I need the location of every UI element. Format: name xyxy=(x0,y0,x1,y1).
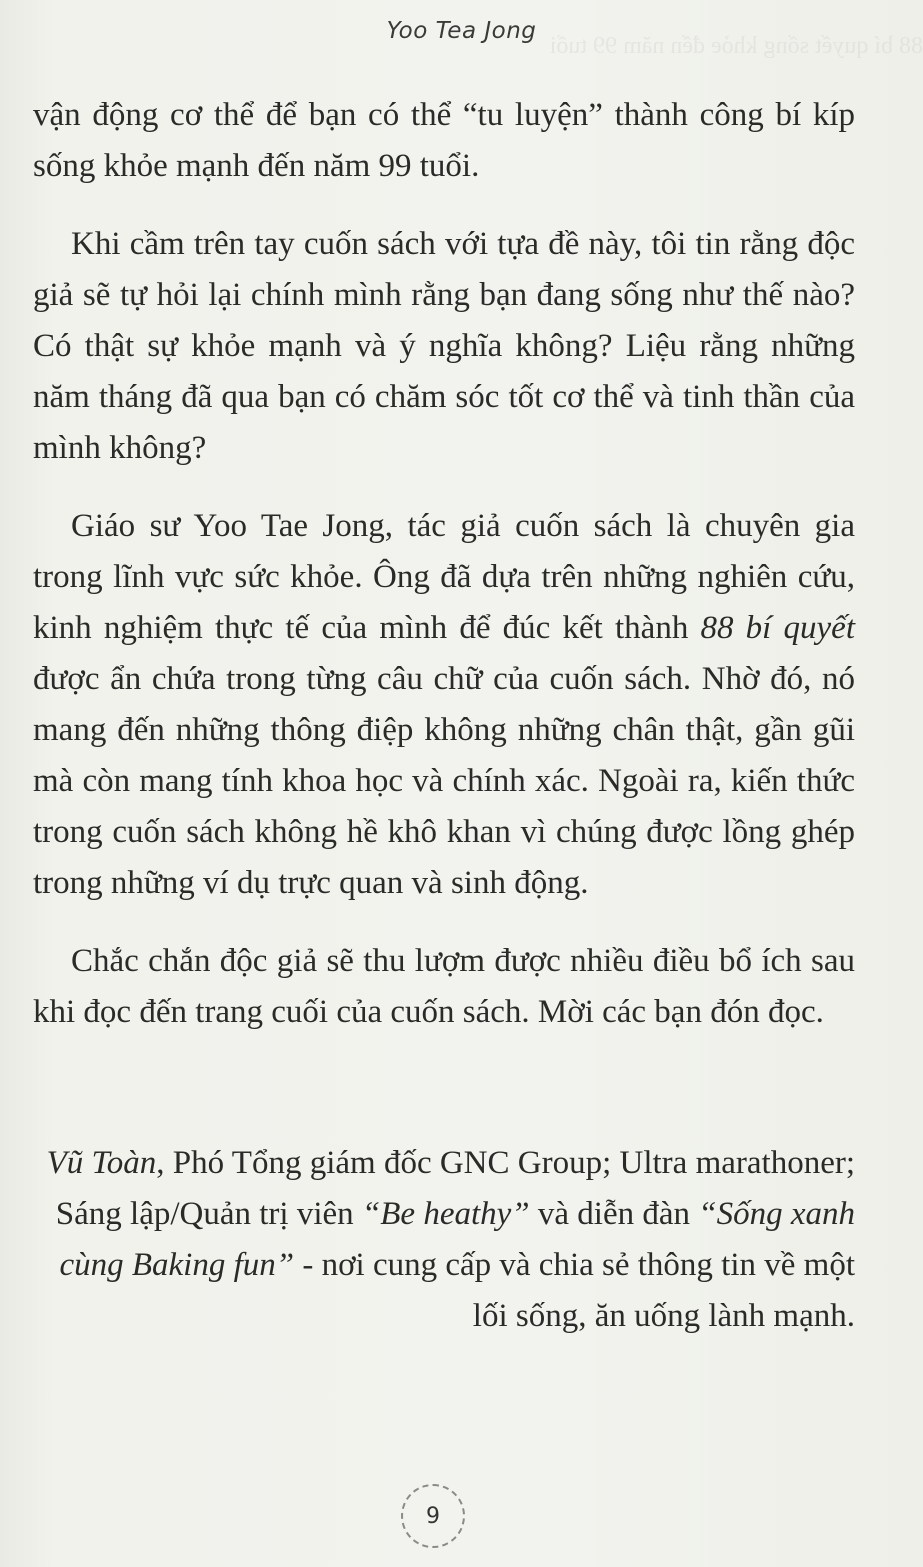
main-text xyxy=(33,90,855,1065)
paragraph-1 xyxy=(33,90,855,192)
signature-author-name: Vũ Toàn xyxy=(46,1145,157,1181)
paragraph-2-text: Khi cầm trên tay cuốn sách với tựa đề này, tôi tin rằng độc giả sẽ tự hỏi lại chính mình rằng bạn đang sống như thế nào? Có thật sự khỏe mạnh và ý nghĩa không? Liệu rằng những năm tháng đã qua bạn có chăm sóc tốt cơ thể và tinh thần của mình không? xyxy=(33,226,855,466)
paragraph-4-text: Chắc chắn độc giả sẽ thu lượm được nhiều điều bổ ích sau khi đọc đến trang cuối của cuốn sách. Mời các bạn đón đọc. xyxy=(33,943,855,1030)
paragraph-4 xyxy=(33,936,855,1038)
running-title: Yoo Tea Jong xyxy=(386,18,537,44)
paragraph-3-italic-title: 88 bí quyết xyxy=(700,610,855,646)
page-number: 9 xyxy=(426,1503,440,1529)
show-through-top-fragment: 88 bí quyết sống khỏe đến năm 99 tuổi xyxy=(549,33,923,59)
page-number-badge xyxy=(401,1484,465,1548)
signature-group-name: “Be heathy” xyxy=(361,1196,530,1232)
signature-marathon: Ultra marathoner; Sáng lập/Quản trị viên xyxy=(55,1145,855,1232)
signature-text xyxy=(33,1138,855,1342)
signature-role: , Phó Tổng giám đốc GNC Group; xyxy=(156,1145,612,1181)
paragraph-3-text-a: Giáo sư Yoo Tae Jong, tác giả cuốn sách là chuyên gia trong lĩnh vực sức khỏe. Ông đã dựa trên những nghiên cứu, kinh nghiệm thực tế của mình để đúc kết thành xyxy=(33,508,855,646)
paragraph-1-text: vận động cơ thể để bạn có thể “tu luyện” thành công bí kíp sống khỏe mạnh đến năm 99 tuổi. xyxy=(33,97,855,184)
paragraph-3 xyxy=(33,501,855,909)
running-header xyxy=(0,18,923,44)
signature-block xyxy=(33,1138,855,1342)
signature-forum-name: “Sống xanh cùng Baking fun” xyxy=(59,1196,855,1283)
paragraph-2 xyxy=(33,219,855,474)
signature-description: - nơi cung cấp và chia sẻ thông tin về một lối sống, ăn uống lành mạnh. xyxy=(294,1247,855,1334)
signature-connector: và diễn đàn xyxy=(529,1196,699,1232)
paragraph-3-text-b: được ẩn chứa trong từng câu chữ của cuốn sách. Nhờ đó, nó mang đến những thông điệp không những chân thật, gần gũi mà còn mang tính khoa học và chính xác. Ngoài ra, kiến thức trong cuốn sách không hề khô khan vì chúng được lồng ghép trong những ví dụ trực quan và sinh động. xyxy=(33,661,855,901)
